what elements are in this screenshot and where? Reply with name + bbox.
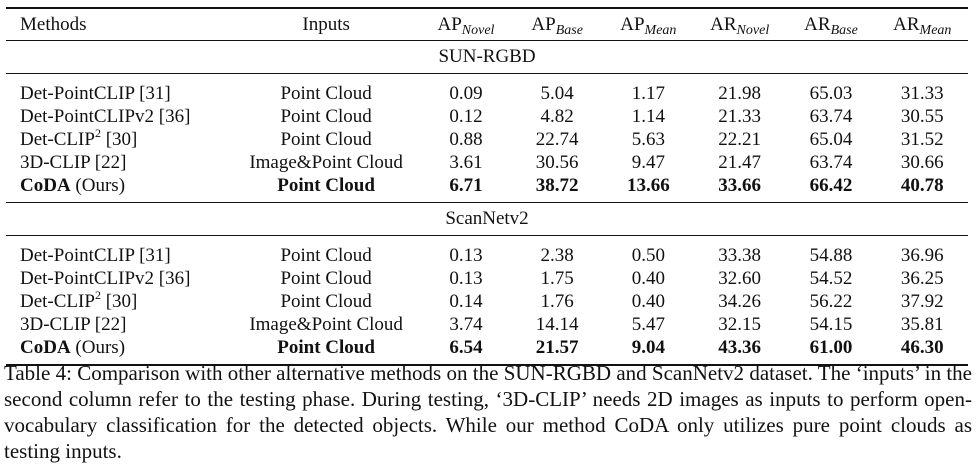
table-row xyxy=(6,105,968,128)
table-row xyxy=(6,174,968,203)
input-cell: Point Cloud xyxy=(280,267,372,289)
table-row xyxy=(6,313,968,336)
method-cell: Det-PointCLIPv2 [36] xyxy=(20,105,191,127)
metric-cell: 38.72 xyxy=(512,174,603,203)
method-cell: Det-PointCLIP [31] xyxy=(20,82,171,104)
table-row xyxy=(6,290,968,313)
metric-cell: 9.47 xyxy=(631,151,665,173)
method-name-bold: CoDA xyxy=(20,174,71,196)
method-superscript: 2 xyxy=(94,125,101,140)
metric-cell: 14.14 xyxy=(535,313,579,335)
metric-cell: 4.82 xyxy=(540,105,574,127)
method-name: Det-CLIP xyxy=(20,128,95,150)
metric-cell: 5.63 xyxy=(631,128,665,150)
input-cell: Point Cloud xyxy=(280,105,372,127)
method-cell: Det-PointCLIPv2 [36] xyxy=(20,267,191,289)
metric-cell: 0.50 xyxy=(631,244,665,266)
metric-cell: 0.88 xyxy=(449,128,483,150)
metric-cell: 36.96 xyxy=(900,244,944,266)
metric-cell: 56.22 xyxy=(809,290,853,312)
metric-cell: 21.47 xyxy=(718,151,762,173)
table-row xyxy=(6,128,968,151)
metric-cell: 46.30 xyxy=(877,336,968,365)
metric-cell: 6.54 xyxy=(420,336,511,365)
metric-cell: 31.33 xyxy=(900,82,944,104)
table-row xyxy=(6,151,968,174)
metric-cell: 1.75 xyxy=(540,267,574,289)
metric-cell: 43.36 xyxy=(694,336,785,365)
header-inputs: Inputs xyxy=(232,8,420,41)
input-cell: Image&Point Cloud xyxy=(249,151,403,173)
metric-cell: 1.14 xyxy=(631,105,665,127)
metric-cell: 0.13 xyxy=(449,267,483,289)
metric-cell: 40.78 xyxy=(877,174,968,203)
metric-cell: 37.92 xyxy=(900,290,944,312)
metric-cell: 0.14 xyxy=(449,290,483,312)
method-cell xyxy=(6,287,232,313)
metric-cell: 5.47 xyxy=(631,313,665,335)
section-title: SUN-RGBD xyxy=(6,41,968,74)
metric-cell: 65.03 xyxy=(809,82,853,104)
header-ar-novel: $AR_{Novel}$ xyxy=(694,8,785,41)
metric-cell: 0.13 xyxy=(449,244,483,266)
table-header-row xyxy=(6,8,968,41)
input-cell: Image&Point Cloud xyxy=(249,313,403,335)
method-cell: 3D-CLIP [22] xyxy=(20,313,127,335)
header-ap-mean: $AP_{Mean}$ xyxy=(603,8,694,41)
method-cell: 3D-CLIP [22] xyxy=(20,151,127,173)
metric-cell: 0.09 xyxy=(449,82,483,104)
header-ar-base: $AR_{Base}$ xyxy=(785,8,876,41)
metric-cell: 13.66 xyxy=(603,174,694,203)
metric-cell: 63.74 xyxy=(809,151,853,173)
metric-cell: 66.42 xyxy=(785,174,876,203)
section-title: ScanNetv2 xyxy=(6,203,968,236)
metric-cell: 31.52 xyxy=(900,128,944,150)
metric-cell: 30.55 xyxy=(900,105,944,127)
input-cell: Point Cloud xyxy=(232,174,420,203)
metric-cell: 0.40 xyxy=(631,290,665,312)
metric-cell: 0.40 xyxy=(631,267,665,289)
table-body xyxy=(6,41,968,366)
metric-cell: 32.15 xyxy=(718,313,762,335)
header-ap-base: $AP_{Base}$ xyxy=(512,8,603,41)
header-ap-novel: $AP_{Novel}$ xyxy=(420,8,511,41)
method-name: Det-CLIP xyxy=(20,290,95,312)
section-header-row xyxy=(6,41,968,74)
method-cell: Det-PointCLIP [31] xyxy=(20,244,171,266)
metric-cell: 30.66 xyxy=(900,151,944,173)
method-cell xyxy=(6,125,232,151)
metric-cell: 33.66 xyxy=(694,174,785,203)
metric-cell: 2.38 xyxy=(540,244,574,266)
metric-cell: 6.71 xyxy=(420,174,511,203)
table-row xyxy=(6,236,968,268)
method-suffix: (Ours) xyxy=(70,336,126,358)
metric-cell: 54.88 xyxy=(809,244,853,266)
method-citation: [30] xyxy=(100,128,138,150)
metric-cell: 1.76 xyxy=(540,290,574,312)
method-citation: [30] xyxy=(100,290,138,312)
method-cell xyxy=(6,174,232,203)
results-table-container xyxy=(6,7,968,366)
metric-cell: 63.74 xyxy=(809,105,853,127)
table-row xyxy=(6,74,968,106)
metric-cell: 9.04 xyxy=(603,336,694,365)
metric-cell: 21.98 xyxy=(718,82,762,104)
comparison-table xyxy=(6,7,968,366)
metric-cell: 3.74 xyxy=(449,313,483,335)
input-cell: Point Cloud xyxy=(232,336,420,365)
metric-cell: 33.38 xyxy=(718,244,762,266)
metric-cell: 54.52 xyxy=(809,267,853,289)
method-superscript: 2 xyxy=(94,287,101,302)
method-suffix: (Ours) xyxy=(70,174,126,196)
metric-cell: 34.26 xyxy=(718,290,762,312)
metric-cell: 0.12 xyxy=(449,105,483,127)
section-header-row xyxy=(6,203,968,236)
metric-cell: 61.00 xyxy=(785,336,876,365)
metric-cell: 30.56 xyxy=(535,151,579,173)
metric-cell: 21.33 xyxy=(718,105,762,127)
input-cell: Point Cloud xyxy=(280,128,372,150)
metric-cell: 1.17 xyxy=(631,82,665,104)
table-caption: Table 4: Comparison with other alternative methods on the SUN-RGBD and ScanNetv2 dataset. The ‘inputs’ in the second column refer to the testing phase. During testing, ‘3D-CLIP’ needs 2D images as inputs to perform open-vocabulary classification for the detected objects. While our method CoDA only utilizes pure point clouds as testing inputs. xyxy=(4,361,972,463)
metric-cell: 35.81 xyxy=(900,313,944,335)
method-name-bold: CoDA xyxy=(20,336,71,358)
header-methods: Methods xyxy=(6,8,232,41)
metric-cell: 22.21 xyxy=(718,128,762,150)
metric-cell: 3.61 xyxy=(449,151,483,173)
metric-cell: 36.25 xyxy=(900,267,944,289)
table-row xyxy=(6,267,968,290)
metric-cell: 32.60 xyxy=(718,267,762,289)
metric-cell: 65.04 xyxy=(809,128,853,150)
metric-cell: 54.15 xyxy=(809,313,853,335)
metric-cell: 21.57 xyxy=(512,336,603,365)
input-cell: Point Cloud xyxy=(280,82,372,104)
input-cell: Point Cloud xyxy=(280,290,372,312)
input-cell: Point Cloud xyxy=(280,244,372,266)
header-ar-mean: $AR_{Mean}$ xyxy=(877,8,968,41)
metric-cell: 5.04 xyxy=(540,82,574,104)
metric-cell: 22.74 xyxy=(535,128,579,150)
